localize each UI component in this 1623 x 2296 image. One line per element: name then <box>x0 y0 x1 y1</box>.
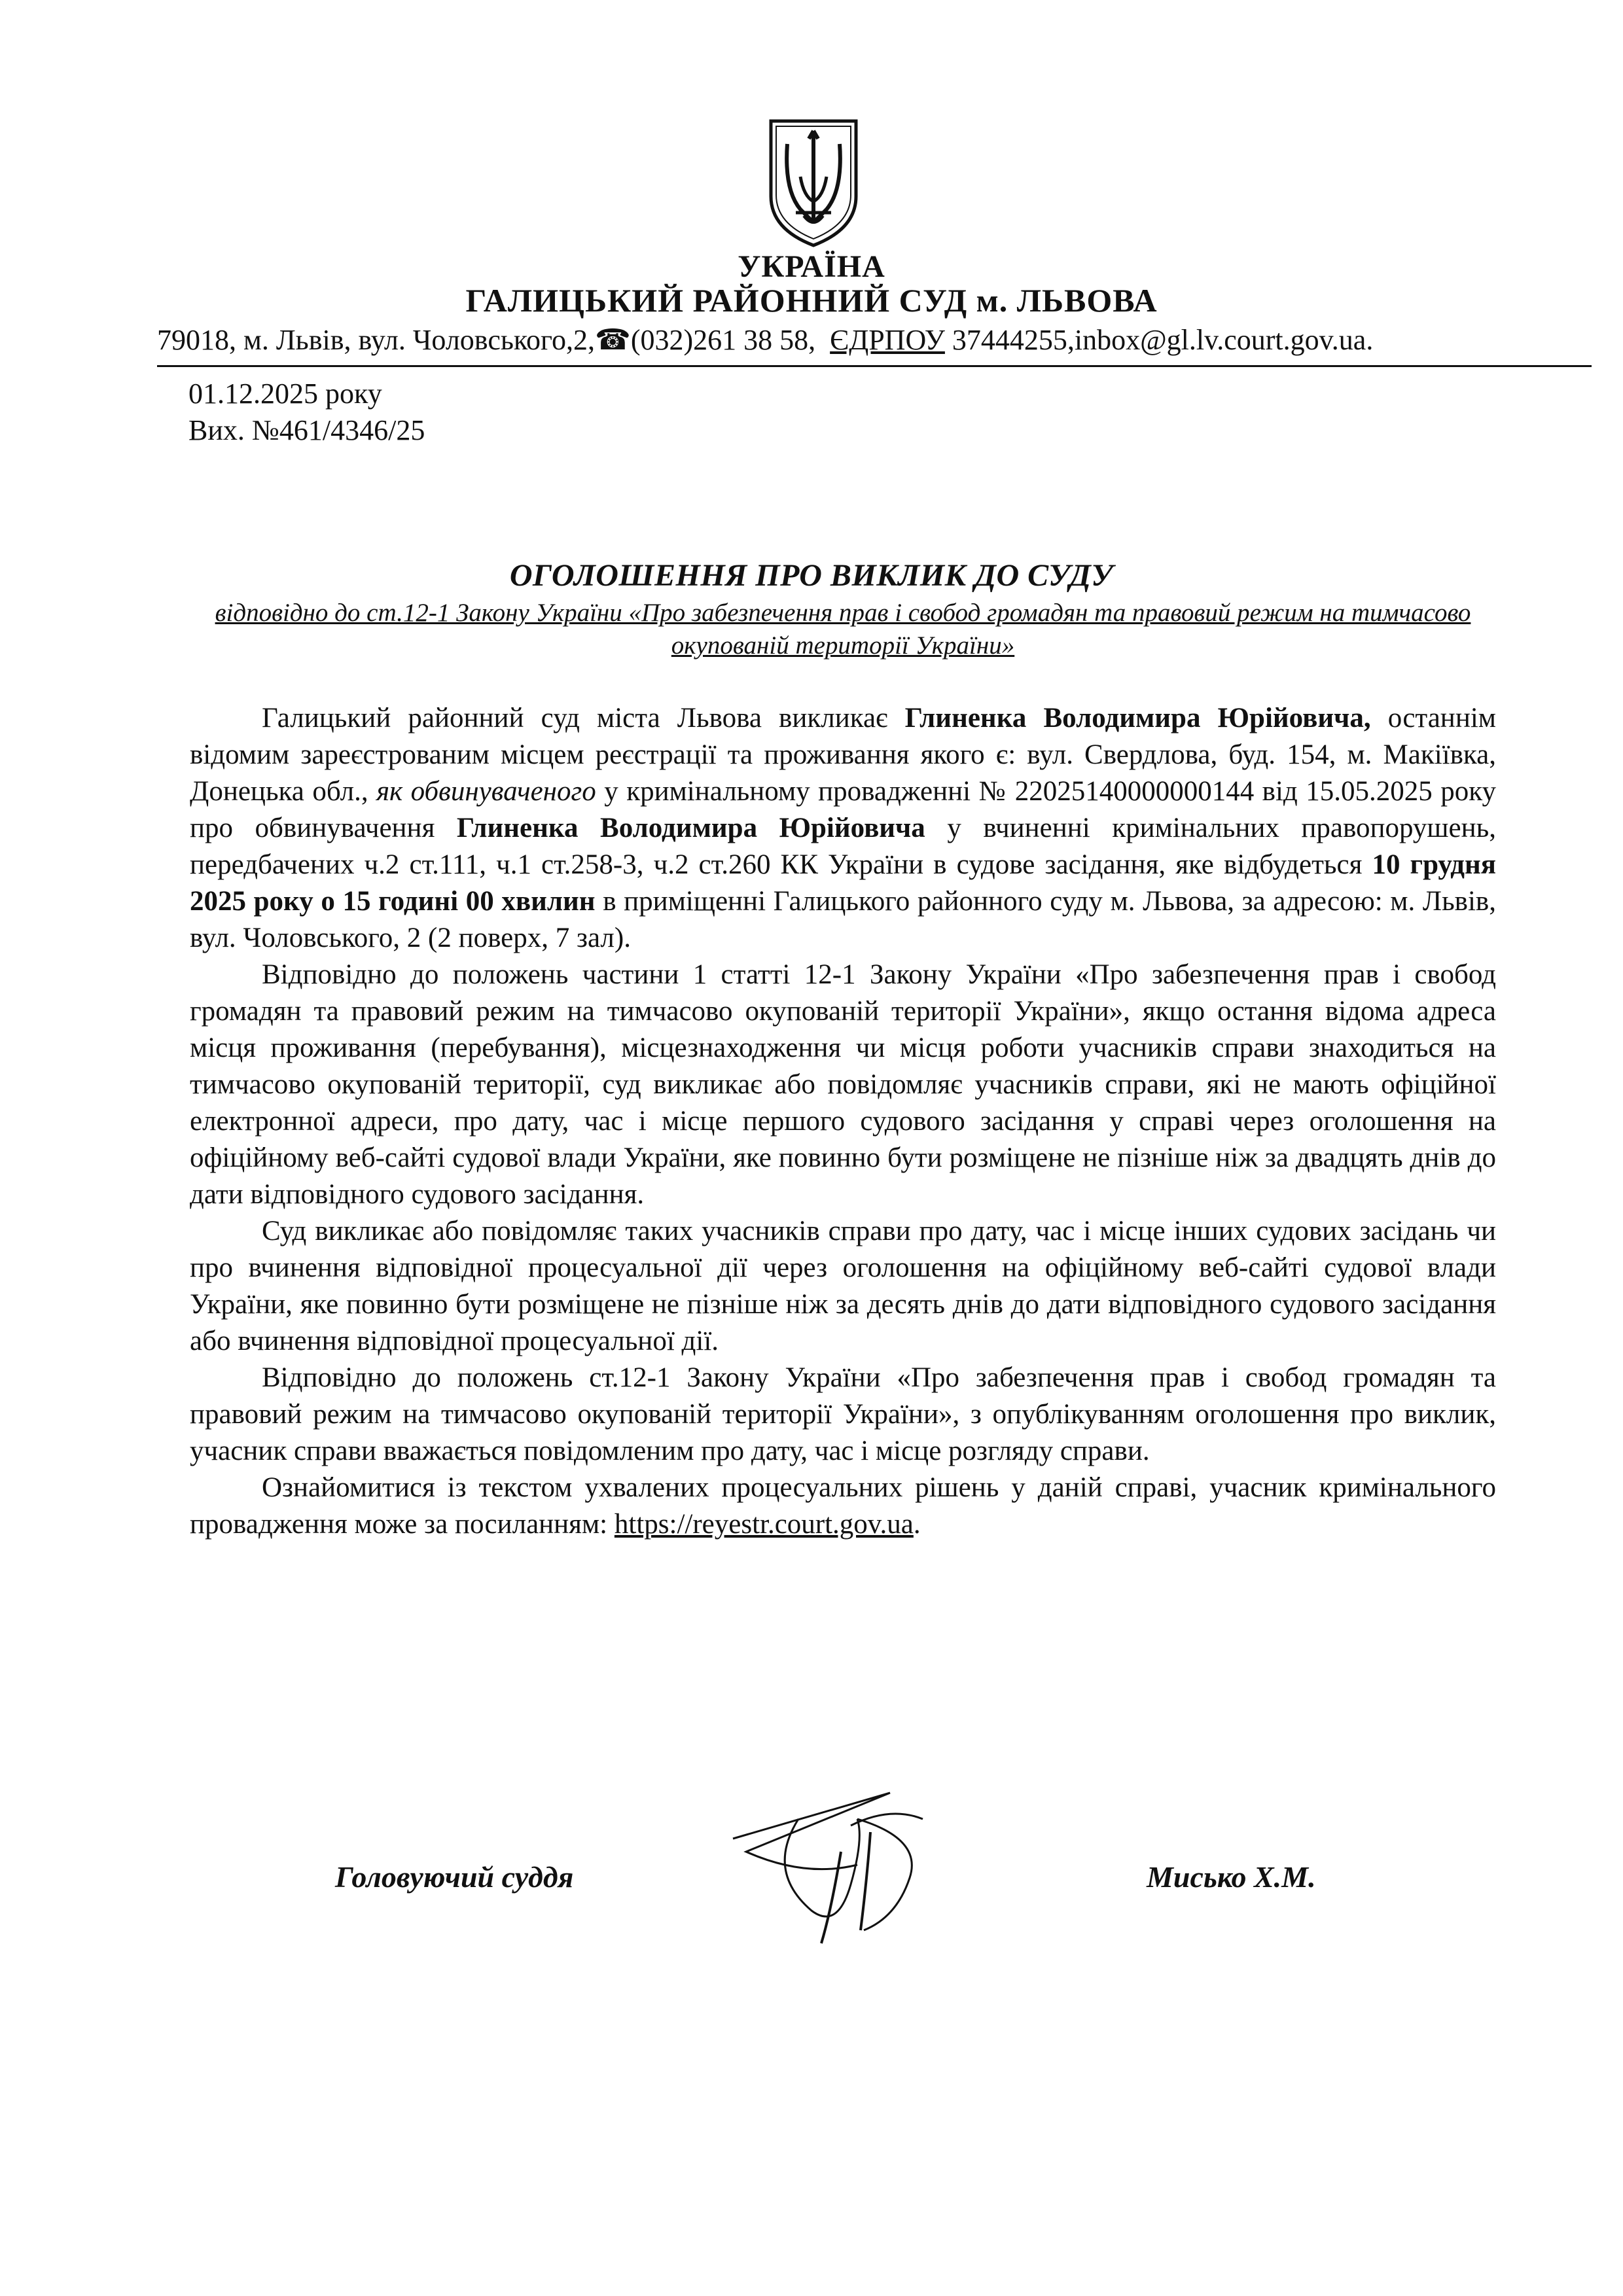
paragraph-law-first-hearing: Відповідно до положень частини 1 статті 12-1 Закону України «Про забезпечення прав і свобод громадян та правовий режим на тимчасово окупованій території України», якщо остання відома адреса місця проживання (перебування), місцезнаходження чи місця роботи учасників справи знаходиться на тимчасово окупованій території, суд викликає або повідомляє учасників справи, які не мають офіційної електронної адреси, про дату, час і місце першого судового засідання у справі через оголошення на офіційному веб-сайті судової влади України, яке повинно бути розміщене не пізніше ніж за двадцять днів до дати відповідного судового засідання. <box>190 959 1496 1210</box>
text-segment: Ознайомитися із текстом ухвалених процесуальних рішень у даній справі, учасник кримінального провадження може за посиланням: <box>190 1472 1496 1540</box>
phone-number: (032)261 38 58, <box>630 324 816 356</box>
hearing-datetime: 10 грудня 2025 року о 15 годині 00 хвилин <box>190 849 1496 917</box>
document-date: 01.12.2025 року <box>188 378 382 410</box>
notice-body <box>190 700 1496 1543</box>
text-segment: останнім відомим зареєстрованим місцем реєстрації та проживання якого є: вул. Свердлова, буд. 154, м. Макіївка, Донецька обл., <box>190 703 1496 807</box>
paragraph-law-other-hearings: Суд викликає або повідомляє таких учасників справи про дату, час і місце інших судових засідань чи про вчинення відповідної процесуальної дії через оголошення на офіційному веб-сайті судової влади України, яке повинно бути розміщене не пізніше ніж за десять днів до дати відповідного судового засідання або вчинення відповідної процесуальної дії. <box>190 1216 1496 1356</box>
paragraph-law-notification: Відповідно до положень ст.12-1 Закону України «Про забезпечення прав і свобод громадян та правовий режим на тимчасово окупованій території України», з опублікуванням оголошення про виклик, учасник справи вважається повідомленим про дату, час і місце розгляду справи. <box>190 1362 1496 1466</box>
text-segment: у кримінальному провадженні № 22025140000000144 від 15.05.2025 року про обвинувачення <box>190 776 1496 843</box>
paragraph-registry-link <box>190 1470 1496 1543</box>
registry-link[interactable]: https://reyestr.court.gov.ua <box>614 1509 914 1540</box>
tryzub-emblem-icon <box>764 118 863 249</box>
edrpou-label: ЄДРПОУ <box>830 324 945 356</box>
text-segment: . <box>913 1509 921 1540</box>
defendant-name: Глиненка Володимира Юрійовича <box>456 813 925 843</box>
text-segment: у вчиненні кримінальних правопорушень, передбачених ч.2 ст.111, ч.1 ст.258-3, ч.2 ст.260 КК України в судове засідання, яке відбудеться <box>190 813 1496 880</box>
judge-name: Мисько Х.М. <box>1147 1860 1316 1894</box>
phone-icon: ☎ <box>595 324 631 356</box>
notice-subtitle: відповідно до ст.12-1 Закону України «Про забезпечення прав і свобод громадян та правовий режим на тимчасово окупованій території України» <box>215 599 1471 660</box>
paragraph-summons <box>190 700 1496 957</box>
court-address-line <box>157 323 1597 357</box>
country-heading: УКРАЇНА <box>738 249 885 284</box>
signature-icon <box>726 1780 975 1950</box>
notice-title: ОГОЛОШЕННЯ ПРО ВИКЛИК ДО СУДУ <box>509 558 1114 593</box>
address-text: 79018, м. Львів, вул. Чоловського,2, <box>157 324 596 356</box>
text-segment: в приміщенні Галицького районного суду м. Львова, за адресою: м. Львів, вул. Чоловського, 2 (2 поверх, 7 зал). <box>190 886 1496 953</box>
presiding-judge-label: Головуючий суддя <box>335 1860 574 1894</box>
edrpou-and-email: 37444255,inbox@gl.lv.court.gov.ua. <box>944 324 1374 356</box>
court-name-heading: ГАЛИЦЬКИЙ РАЙОННИЙ СУД м. ЛЬВОВА <box>465 282 1158 319</box>
role-text: як обвинуваченого <box>376 776 596 807</box>
header-divider <box>157 365 1592 367</box>
defendant-name: Глиненка Володимира Юрійовича, <box>904 703 1371 733</box>
outgoing-number: Вих. №461/4346/25 <box>188 414 425 446</box>
text-segment: Галицький районний суд міста Львова викликає <box>262 703 905 733</box>
